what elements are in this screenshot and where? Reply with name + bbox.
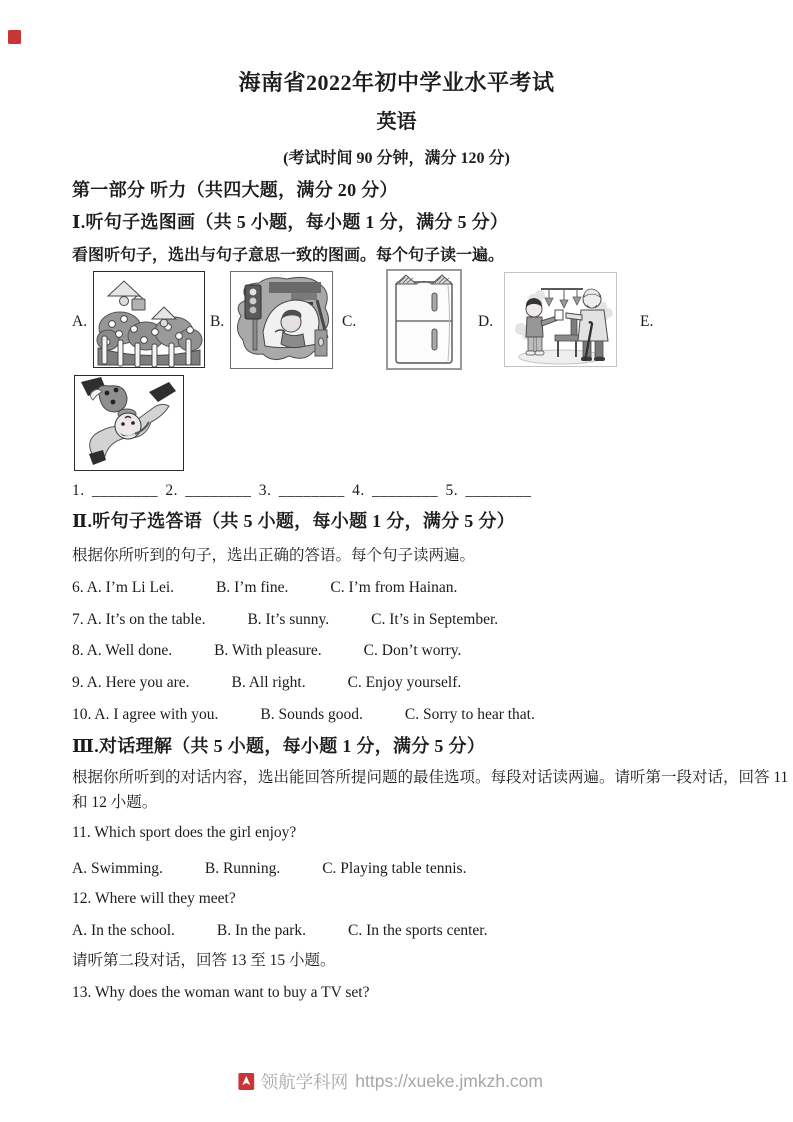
option-label-c: C. (342, 313, 357, 330)
option-text: 7. A. It’s on the table. (72, 611, 206, 628)
option-text: C. I’m from Hainan. (330, 579, 458, 596)
section3-instruction-line1: 根据你所听到的对话内容，选出能回答所提问题的最佳选项。每段对话读两遍。请听第一段对话，回答 11 (72, 769, 789, 786)
option-text: 6. A. I’m Li Lei. (72, 579, 175, 596)
question-13: 13. Why does the woman want to buy a TV set? (72, 984, 370, 1001)
footer-watermark (238, 1069, 543, 1094)
question-7-row (72, 611, 498, 630)
child-tumbling-illustration (75, 376, 183, 470)
footer-url: https://xueke.jmkzh.com (355, 1071, 544, 1091)
boy-serving-drink-illustration (505, 273, 616, 366)
option-text: A. Swimming. (72, 860, 163, 877)
option-text: A. In the school. (72, 922, 175, 939)
option-text: B. Sounds good. (260, 706, 363, 723)
option-text: C. It’s in September. (371, 611, 499, 628)
option-text: B. I’m fine. (216, 579, 289, 596)
option-text: B. In the park. (216, 922, 306, 939)
picture-b-driving (230, 271, 333, 369)
picture-c-refrigerator (386, 269, 462, 370)
section3-instruction-line2: 和 12 小题。 (72, 794, 158, 811)
option-text: C. Sorry to hear that. (404, 706, 535, 723)
option-text: 8. A. Well done. (72, 642, 173, 659)
question-9-row (72, 674, 461, 693)
option-label-e: E. (640, 313, 654, 330)
section2-header: Ⅱ.听句子选答语（共 5 小题，每小题 1 分，满分 5 分） (72, 511, 515, 531)
option-label-b: B. (210, 313, 225, 330)
option-text: C. Don’t worry. (363, 642, 462, 659)
question-12: 12. Where will they meet? (72, 890, 236, 907)
question-11: 11. Which sport does the girl enjoy? (72, 824, 297, 841)
listen-second-dialog-note: 请听第二段对话，回答 13 至 15 小题。 (72, 952, 336, 969)
question-8-row (72, 642, 461, 661)
option-text: C. In the sports center. (348, 922, 488, 939)
option-label-a: A. (72, 313, 88, 330)
option-text: B. Running. (204, 860, 281, 877)
question-10-row (72, 706, 535, 725)
exam-info: (考试时间 90 分钟，满分 120 分) (283, 150, 510, 167)
option-text: B. It’s sunny. (247, 611, 330, 628)
refrigerator-illustration (388, 271, 460, 368)
option-label-d: D. (478, 313, 494, 330)
picture-a-orchard (93, 271, 205, 368)
subject-title: 英语 (376, 111, 417, 133)
option-text: 10. A. I agree with you. (72, 706, 219, 723)
footer-site-name: 领航学科网 (260, 1072, 349, 1092)
question-11-options (72, 860, 466, 879)
picture-e-tumbling (74, 375, 184, 471)
option-text: B. All right. (231, 674, 306, 691)
section2-instruction: 根据你所听到的句子，选出正确的答语。每个句子读两遍。 (72, 547, 476, 564)
orchard-harvest-illustration (94, 272, 204, 367)
option-text: 9. A. Here you are. (72, 674, 190, 691)
picture-d-helping-elderly (504, 272, 617, 367)
option-text: C. Playing table tennis. (322, 860, 467, 877)
option-text: C. Enjoy yourself. (347, 674, 462, 691)
part1-header: 第一部分 听力（共四大题，满分 20 分） (72, 180, 398, 200)
option-text: B. With pleasure. (214, 642, 322, 659)
page-title: 海南省2022年初中学业水平考试 (238, 70, 555, 95)
red-corner-mark (8, 30, 21, 44)
answer-blanks-line: 1. ________ 2. ________ 3. ________ 4. ________ 5. ________ (72, 482, 532, 499)
site-logo-icon (238, 1072, 254, 1091)
question-6-row (72, 579, 457, 598)
section1-header: Ⅰ.听句子选图画（共 5 小题，每小题 1 分，满分 5 分） (72, 212, 509, 232)
section1-instruction: 看图听句子，选出与句子意思一致的图画。每个句子读一遍。 (72, 247, 505, 264)
section3-header: Ⅲ.对话理解（共 5 小题，每小题 1 分，满分 5 分） (72, 736, 486, 756)
question-12-options (72, 922, 487, 941)
driving-at-traffic-light-illustration (231, 272, 331, 367)
